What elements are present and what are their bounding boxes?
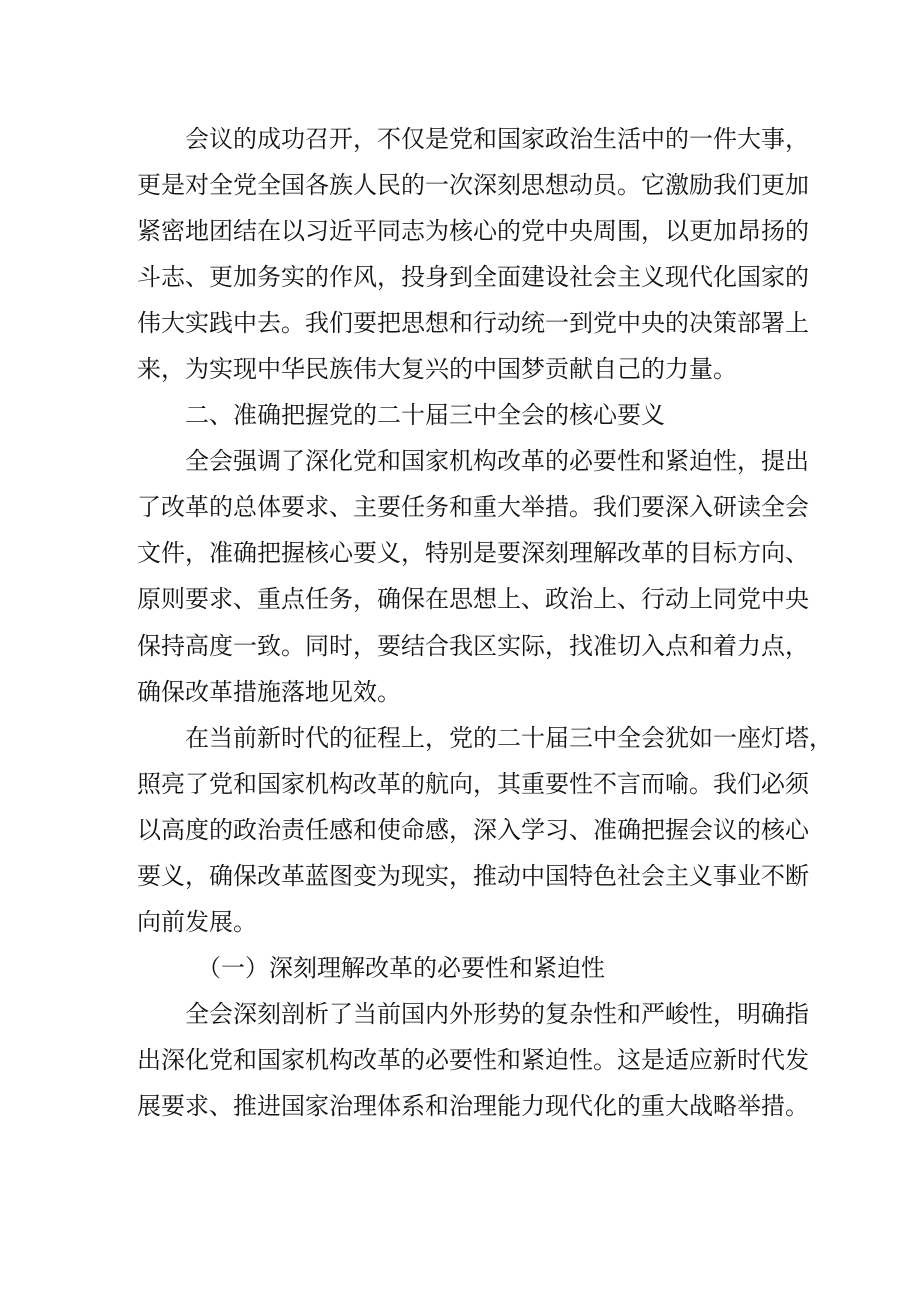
- paragraph-line: 文件，准确把握核心要义，特别是要深刻理解改革的目标方向、: [137, 539, 809, 568]
- paragraph-line: 展要求、推进国家治理体系和治理能力现代化的重大战略举措。: [137, 1091, 809, 1120]
- paragraph-line: 会议的成功召开，不仅是党和国家政治生活中的一件大事，: [185, 125, 809, 153]
- paragraph-line: 来，为实现中华民族伟大复兴的中国梦贡献自己的力量。: [137, 355, 737, 384]
- paragraph-line: 了改革的总体要求、主要任务和重大举措。我们要深入研读全会: [137, 493, 809, 522]
- paragraph-line: 伟大实践中去。我们要把思想和行动统一到党中央的决策部署上: [137, 309, 809, 338]
- paragraph-line: 照亮了党和国家机构改革的航向，其重要性不言而喻。我们必须: [137, 769, 809, 798]
- paragraph-line: 要义，确保改革蓝图变为现实，推动中国特色社会主义事业不断: [137, 861, 809, 890]
- paragraph-line: 紧密地团结在以习近平同志为核心的党中央周围，以更加昂扬的: [137, 217, 809, 246]
- paragraph-line: 全会强调了深化党和国家机构改革的必要性和紧迫性，提出: [185, 447, 809, 476]
- paragraph-line: 斗志、更加务实的作风，投身到全面建设社会主义现代化国家的: [137, 263, 809, 292]
- paragraph-line: 在当前新时代的征程上，党的二十届三中全会犹如一座灯塔，: [185, 723, 833, 752]
- paragraph-line: 更是对全党全国各族人民的一次深刻思想动员。它激励我们更加: [137, 171, 809, 200]
- section-heading: 二、准确把握党的二十届三中全会的核心要义: [185, 401, 665, 430]
- subsection-heading: （一）深刻理解改革的必要性和紧迫性: [197, 953, 605, 982]
- paragraph-line: 向前发展。: [137, 907, 257, 936]
- paragraph-line: 确保改革措施落地见效。: [137, 677, 401, 706]
- document-body: [137, 116, 833, 1129]
- paragraph-line: 以高度的政治责任感和使命感，深入学习、准确把握会议的核心: [137, 815, 809, 844]
- paragraph-line: 全会深刻剖析了当前国内外形势的复杂性和严峻性，明确指: [185, 999, 809, 1028]
- paragraph-line: 保持高度一致。同时，要结合我区实际，找准切入点和着力点，: [137, 631, 809, 660]
- paragraph-line: 出深化党和国家机构改革的必要性和紧迫性。这是适应新时代发: [137, 1045, 809, 1074]
- paragraph-line: 原则要求、重点任务，确保在思想上、政治上、行动上同党中央: [137, 585, 809, 614]
